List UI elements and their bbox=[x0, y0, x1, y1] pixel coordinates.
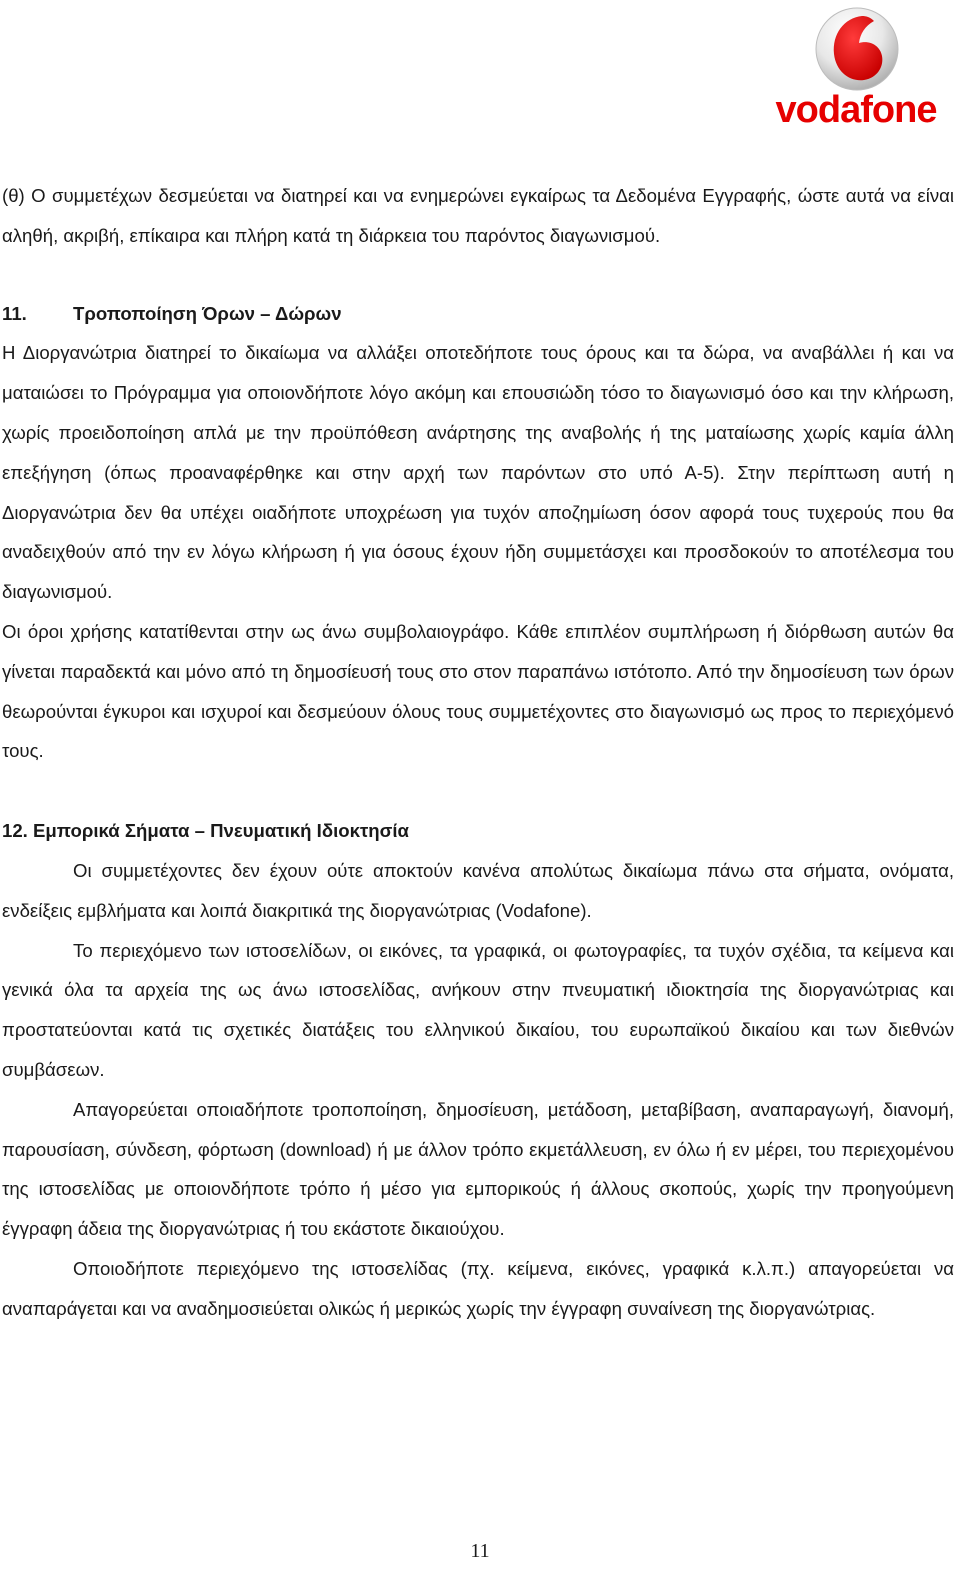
section-11-paragraph-1: Η Διοργανώτρια διατηρεί το δικαίωμα να αλλάξει οποτεδήποτε τους όρους και τα δώρα, να αναβάλλει ή και να ματαιώσει το Πρόγραμμα για οποιονδήποτε λόγο ακόμη και επουσιώδη τόσο το διαγωνισμό όσο και την κλήρωση, χωρίς προειδοποίηση απλά με την προϋπόθεση ανάρτησης της αναβολής ή της ματαίωσης χωρίς καμία άλλη επεξήγηση (όπως προαναφέρθηκε και στην αρχή των παρόντων στο υπό Α-5). Στην περίπτωση αυτή η Διοργανώτρια δεν θα υπέχει οιαδήποτε υποχρέωση για τυχόν αποζημίωση όσον αφορά τους τυχερούς που θα αναδειχθούν από την εν λόγω κλήρωση ή για όσους έχουν ήδη συμμετάσχει και προσδοκούν το αποτέλεσμα του διαγωνισμού. bbox=[2, 342, 954, 603]
section-12-paragraph-2: Το περιεχόμενο των ιστοσελίδων, οι εικόνες, τα γραφικά, οι φωτογραφίες, τα τυχόν σχέδια, τα κείμενα και γενικά όλα τα αρχεία της ως άνω ιστοσελίδας, ανήκουν στην πνευματική ιδιοκτησία της διοργανώτριας και προστατεύονται κατά τις σχετικές διατάξεις του ελληνικού δικαίου, του ευρωπαϊκού δικαίου και των διεθνών συμβάσεων. bbox=[2, 939, 954, 1080]
section-12-paragraph-1: Οι συμμετέχοντες δεν έχουν ούτε αποκτούν κανένα απολύτως δικαίωμα πάνω στα σήματα, ονόματα, ενδείξεις εμβλήματα και λοιπά διακριτικά της διοργανώτριας (Vodafone). bbox=[2, 859, 954, 921]
vodafone-logo bbox=[764, 4, 948, 132]
section-12-paragraph-4: Οποιοδήποτε περιεχόμενο της ιστοσελίδας (πχ. κείμενα, εικόνες, γραφικά κ.λ.π.) απαγορεύεται να αναπαράγεται και να αναδημοσιεύεται ολικώς ή μερικώς χωρίς την έγγραφη συναίνεση της διοργανώτριας. bbox=[2, 1257, 954, 1319]
section-11-paragraph-2: Οι όροι χρήσης κατατίθενται στην ως άνω συμβολαιογράφο. Κάθε επιπλέον συμπλήρωση ή διόρθωση αυτών θα γίνεται παραδεκτά και μόνο από τη δημοσίευσή τους στο στον παραπάνω ιστότοπο. Από την δημοσίευση των όρων θεωρούνται έγκυροι και ισχυροί και δεσμεύουν όλους τους συμμετέχοντες στο διαγωνισμό ως προς το περιεχόμενό τους. bbox=[2, 620, 954, 762]
vodafone-wordmark: vodafone bbox=[775, 89, 937, 131]
section-11-heading bbox=[2, 294, 954, 334]
spacer bbox=[2, 771, 954, 811]
section-12-paragraph-3: Απαγορεύεται οποιαδήποτε τροποποίηση, δημοσίευση, μετάδοση, μεταβίβαση, αναπαραγωγή, διανομή, παρουσίαση, σύνδεση, φόρτωση (download) ή με άλλον τρόπο εκμετάλλευση, εν όλω ή εν μέρει, του περιεχομένου της ιστοσελίδας με οποιονδήποτε τρόπο ή μέσο για εμπορικούς ή άλλους σκοπούς, χωρίς την προηγούμενη έγγραφη άδεια της διοργανώτριας ή του εκάστοτε δικαιούχου. bbox=[2, 1098, 954, 1240]
page-number: 11 bbox=[470, 1540, 490, 1562]
document-body bbox=[2, 176, 954, 1329]
spacer bbox=[2, 256, 954, 294]
section-11-title: Τροποποίηση Όρων – Δώρων bbox=[73, 302, 342, 324]
paragraph-theta: (θ) Ο συμμετέχων δεσμεύεται να διατηρεί και να ενημερώνει εγκαίρως τα Δεδομένα Εγγραφής, ώστε αυτά να είναι αληθή, ακριβή, επίκαιρα και πλήρη κατά τη διάρκεια του παρόντος διαγωνισμού. bbox=[2, 185, 954, 246]
section-11-number: 11. bbox=[2, 302, 27, 324]
section-12-heading: 12. Εμπορικά Σήματα – Πνευματική Ιδιοκτησία bbox=[2, 820, 409, 842]
